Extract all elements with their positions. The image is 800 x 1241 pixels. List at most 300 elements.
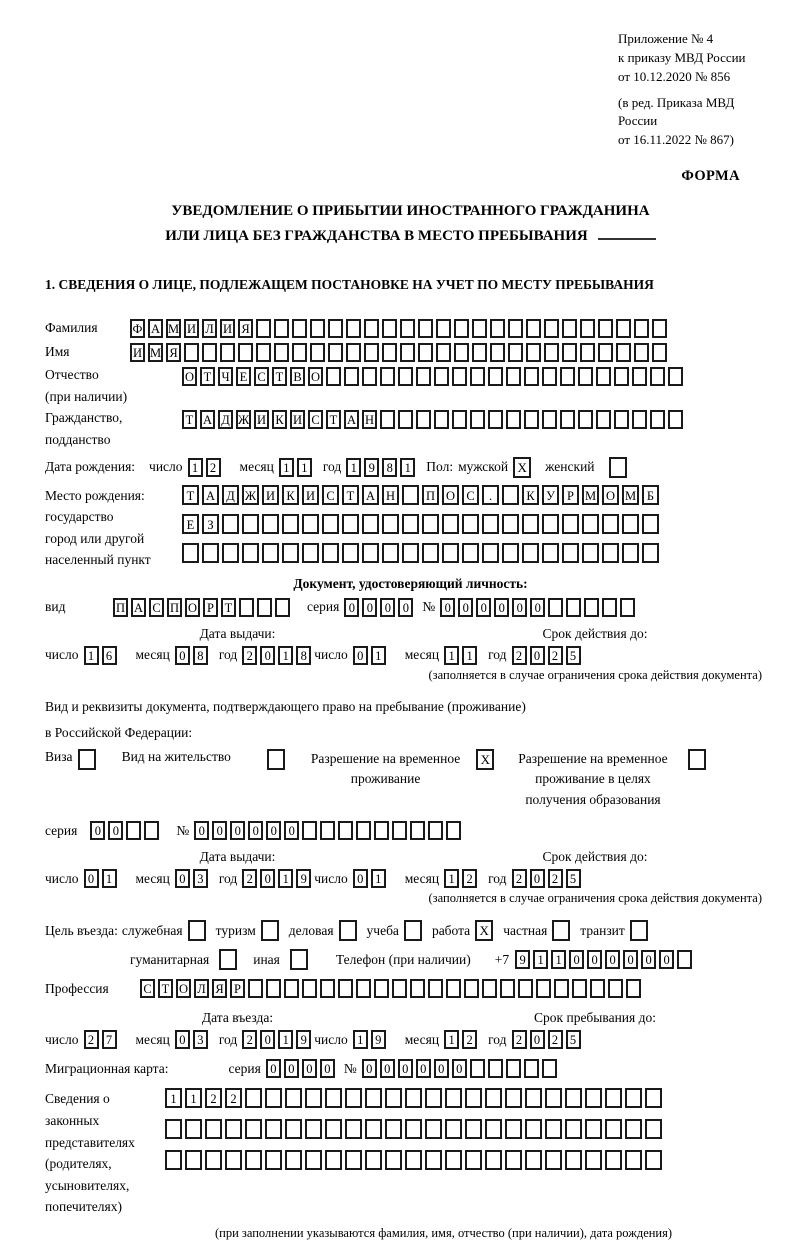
char-box[interactable] [565, 1150, 582, 1170]
char-box[interactable] [620, 598, 635, 617]
char-box[interactable]: 9 [296, 869, 311, 888]
char-box[interactable] [490, 343, 505, 362]
char-box[interactable] [585, 1088, 602, 1108]
char-box[interactable] [545, 1088, 562, 1108]
char-box[interactable]: 2 [512, 869, 527, 888]
char-box[interactable] [545, 1150, 562, 1170]
char-box[interactable] [562, 543, 579, 563]
char-box[interactable]: 5 [566, 1030, 581, 1049]
char-box[interactable]: Ф [130, 319, 145, 338]
char-box[interactable]: П [422, 485, 439, 505]
char-box[interactable]: И [290, 410, 305, 429]
char-box[interactable] [422, 514, 439, 534]
char-box[interactable]: 0 [320, 1059, 335, 1078]
char-box[interactable] [452, 367, 467, 386]
char-box[interactable] [382, 543, 399, 563]
char-box[interactable] [472, 319, 487, 338]
char-box[interactable] [338, 821, 353, 840]
char-box[interactable]: Ж [242, 485, 259, 505]
char-box[interactable] [292, 343, 307, 362]
char-box[interactable]: 0 [175, 646, 190, 665]
char-box[interactable] [585, 1150, 602, 1170]
char-box[interactable] [220, 343, 235, 362]
char-box[interactable]: 0 [230, 821, 245, 840]
char-box[interactable]: 1 [279, 458, 294, 477]
char-box[interactable] [402, 514, 419, 534]
char-box[interactable]: А [200, 410, 215, 429]
char-box[interactable]: О [185, 598, 200, 617]
char-box[interactable]: Т [221, 598, 236, 617]
char-box[interactable]: А [362, 485, 379, 505]
char-box[interactable] [598, 319, 613, 338]
char-box[interactable]: 0 [194, 821, 209, 840]
char-box[interactable]: С [462, 485, 479, 505]
char-box[interactable]: К [272, 410, 287, 429]
char-box[interactable] [285, 1088, 302, 1108]
char-box[interactable]: 2 [512, 1030, 527, 1049]
char-box[interactable] [524, 410, 539, 429]
char-box[interactable]: 0 [530, 598, 545, 617]
char-box[interactable] [325, 1119, 342, 1139]
char-box[interactable]: И [302, 485, 319, 505]
char-box[interactable]: 0 [248, 821, 263, 840]
char-box[interactable]: 0 [380, 598, 395, 617]
char-box[interactable] [508, 319, 523, 338]
char-box[interactable] [265, 1119, 282, 1139]
purpose-other-checkbox[interactable] [290, 949, 308, 970]
char-box[interactable] [652, 343, 667, 362]
char-box[interactable] [525, 1119, 542, 1139]
char-box[interactable] [365, 1088, 382, 1108]
char-box[interactable] [502, 485, 519, 505]
char-box[interactable] [650, 410, 665, 429]
sex-male-checkbox[interactable]: X [513, 457, 531, 478]
char-box[interactable]: 0 [266, 821, 281, 840]
char-box[interactable] [205, 1150, 222, 1170]
char-box[interactable] [434, 410, 449, 429]
char-box[interactable]: Т [182, 410, 197, 429]
char-box[interactable]: 0 [212, 821, 227, 840]
char-box[interactable]: 1 [84, 646, 99, 665]
char-box[interactable] [242, 514, 259, 534]
char-box[interactable]: С [254, 367, 269, 386]
char-box[interactable] [536, 979, 551, 998]
char-box[interactable]: 0 [659, 950, 674, 969]
char-box[interactable]: 2 [242, 1030, 257, 1049]
char-box[interactable] [488, 410, 503, 429]
char-box[interactable]: 0 [260, 869, 275, 888]
char-box[interactable]: Т [326, 410, 341, 429]
char-box[interactable]: 8 [296, 646, 311, 665]
char-box[interactable] [578, 410, 593, 429]
char-box[interactable] [482, 543, 499, 563]
temp-residence-edu-checkbox[interactable] [688, 749, 706, 770]
char-box[interactable] [320, 979, 335, 998]
char-box[interactable] [485, 1150, 502, 1170]
char-box[interactable]: 1 [371, 646, 386, 665]
char-box[interactable]: 2 [84, 1030, 99, 1049]
char-box[interactable]: 0 [623, 950, 638, 969]
char-box[interactable]: 1 [462, 646, 477, 665]
char-box[interactable]: 1 [278, 646, 293, 665]
char-box[interactable] [398, 367, 413, 386]
char-box[interactable] [542, 1059, 557, 1078]
purpose-private-checkbox[interactable] [552, 920, 570, 941]
char-box[interactable] [222, 543, 239, 563]
temp-residence-checkbox[interactable]: X [476, 749, 494, 770]
char-box[interactable] [292, 319, 307, 338]
char-box[interactable]: М [582, 485, 599, 505]
char-box[interactable] [462, 543, 479, 563]
char-box[interactable] [184, 343, 199, 362]
char-box[interactable]: 1 [371, 869, 386, 888]
char-box[interactable] [245, 1150, 262, 1170]
char-box[interactable]: К [282, 485, 299, 505]
char-box[interactable] [445, 1088, 462, 1108]
char-box[interactable] [400, 343, 415, 362]
char-box[interactable] [454, 319, 469, 338]
purpose-work-checkbox[interactable]: X [475, 920, 493, 941]
char-box[interactable]: 2 [225, 1088, 242, 1108]
char-box[interactable]: 0 [530, 1030, 545, 1049]
sex-female-checkbox[interactable] [609, 457, 627, 478]
char-box[interactable] [344, 367, 359, 386]
char-box[interactable] [262, 514, 279, 534]
char-box[interactable] [470, 1059, 485, 1078]
char-box[interactable] [374, 821, 389, 840]
char-box[interactable]: 5 [566, 869, 581, 888]
char-box[interactable] [506, 367, 521, 386]
char-box[interactable] [582, 514, 599, 534]
char-box[interactable]: 0 [84, 869, 99, 888]
char-box[interactable] [266, 979, 281, 998]
char-box[interactable]: Н [362, 410, 377, 429]
char-box[interactable] [302, 979, 317, 998]
char-box[interactable]: Т [200, 367, 215, 386]
char-box[interactable]: 1 [165, 1088, 182, 1108]
char-box[interactable]: 0 [353, 646, 368, 665]
char-box[interactable] [526, 343, 541, 362]
char-box[interactable] [625, 1119, 642, 1139]
char-box[interactable]: 1 [278, 869, 293, 888]
char-box[interactable]: 2 [548, 646, 563, 665]
char-box[interactable] [485, 1119, 502, 1139]
char-box[interactable] [524, 1059, 539, 1078]
char-box[interactable]: 1 [444, 1030, 459, 1049]
char-box[interactable] [362, 367, 377, 386]
char-box[interactable] [602, 543, 619, 563]
char-box[interactable]: А [148, 319, 163, 338]
char-box[interactable] [425, 1088, 442, 1108]
char-box[interactable]: В [290, 367, 305, 386]
char-box[interactable] [434, 367, 449, 386]
char-box[interactable] [632, 410, 647, 429]
char-box[interactable]: О [176, 979, 191, 998]
char-box[interactable] [326, 367, 341, 386]
char-box[interactable] [542, 543, 559, 563]
char-box[interactable] [400, 319, 415, 338]
char-box[interactable]: Р [203, 598, 218, 617]
char-box[interactable]: 8 [382, 458, 397, 477]
char-box[interactable] [598, 343, 613, 362]
char-box[interactable] [362, 514, 379, 534]
char-box[interactable]: Л [194, 979, 209, 998]
char-box[interactable] [144, 821, 159, 840]
char-box[interactable] [650, 367, 665, 386]
char-box[interactable]: 1 [102, 869, 117, 888]
char-box[interactable] [436, 343, 451, 362]
char-box[interactable] [602, 598, 617, 617]
char-box[interactable] [625, 1150, 642, 1170]
char-box[interactable] [525, 1150, 542, 1170]
char-box[interactable]: . [482, 485, 499, 505]
char-box[interactable] [464, 979, 479, 998]
char-box[interactable] [446, 821, 461, 840]
char-box[interactable] [542, 514, 559, 534]
char-box[interactable] [436, 319, 451, 338]
char-box[interactable]: 2 [548, 869, 563, 888]
char-box[interactable]: 0 [458, 598, 473, 617]
char-box[interactable]: И [130, 343, 145, 362]
char-box[interactable]: С [140, 979, 155, 998]
char-box[interactable] [502, 514, 519, 534]
char-box[interactable] [385, 1150, 402, 1170]
char-box[interactable]: М [622, 485, 639, 505]
char-box[interactable] [274, 343, 289, 362]
char-box[interactable] [345, 1150, 362, 1170]
char-box[interactable] [405, 1150, 422, 1170]
char-box[interactable]: 0 [362, 598, 377, 617]
char-box[interactable]: 1 [346, 458, 361, 477]
char-box[interactable]: И [254, 410, 269, 429]
char-box[interactable] [482, 979, 497, 998]
char-box[interactable]: 2 [242, 646, 257, 665]
char-box[interactable]: 9 [364, 458, 379, 477]
purpose-business-checkbox[interactable] [339, 920, 357, 941]
char-box[interactable] [346, 319, 361, 338]
char-box[interactable] [302, 514, 319, 534]
char-box[interactable]: О [442, 485, 459, 505]
char-box[interactable] [256, 319, 271, 338]
char-box[interactable] [522, 514, 539, 534]
char-box[interactable] [482, 514, 499, 534]
char-box[interactable] [580, 319, 595, 338]
char-box[interactable]: Е [236, 367, 251, 386]
char-box[interactable] [645, 1119, 662, 1139]
purpose-humanitarian-checkbox[interactable] [219, 949, 237, 970]
char-box[interactable] [428, 821, 443, 840]
char-box[interactable] [616, 319, 631, 338]
char-box[interactable] [392, 979, 407, 998]
char-box[interactable] [322, 543, 339, 563]
char-box[interactable] [622, 514, 639, 534]
char-box[interactable] [632, 367, 647, 386]
char-box[interactable] [356, 821, 371, 840]
char-box[interactable]: Я [238, 319, 253, 338]
char-box[interactable]: 2 [206, 458, 221, 477]
char-box[interactable] [398, 410, 413, 429]
char-box[interactable]: П [167, 598, 182, 617]
char-box[interactable] [265, 1150, 282, 1170]
char-box[interactable] [425, 1150, 442, 1170]
char-box[interactable] [500, 979, 515, 998]
char-box[interactable] [374, 979, 389, 998]
char-box[interactable] [202, 343, 217, 362]
char-box[interactable] [305, 1119, 322, 1139]
char-box[interactable]: 1 [400, 458, 415, 477]
char-box[interactable] [405, 1119, 422, 1139]
char-box[interactable] [380, 410, 395, 429]
char-box[interactable] [490, 319, 505, 338]
char-box[interactable]: С [308, 410, 323, 429]
char-box[interactable]: О [308, 367, 323, 386]
char-box[interactable] [284, 979, 299, 998]
char-box[interactable] [385, 1088, 402, 1108]
char-box[interactable]: 0 [266, 1059, 281, 1078]
char-box[interactable] [322, 514, 339, 534]
char-box[interactable]: П [113, 598, 128, 617]
char-box[interactable]: 0 [476, 598, 491, 617]
char-box[interactable] [410, 821, 425, 840]
char-box[interactable]: 0 [530, 869, 545, 888]
char-box[interactable]: А [131, 598, 146, 617]
char-box[interactable] [302, 821, 317, 840]
char-box[interactable]: 0 [398, 1059, 413, 1078]
char-box[interactable] [342, 543, 359, 563]
char-box[interactable] [328, 319, 343, 338]
char-box[interactable] [446, 979, 461, 998]
char-box[interactable] [522, 543, 539, 563]
char-box[interactable]: 2 [205, 1088, 222, 1108]
char-box[interactable]: Н [382, 485, 399, 505]
char-box[interactable] [584, 598, 599, 617]
char-box[interactable] [614, 367, 629, 386]
char-box[interactable]: 9 [515, 950, 530, 969]
char-box[interactable] [605, 1088, 622, 1108]
char-box[interactable] [445, 1150, 462, 1170]
residence-permit-checkbox[interactable] [267, 749, 285, 770]
char-box[interactable] [562, 343, 577, 362]
char-box[interactable] [365, 1119, 382, 1139]
char-box[interactable]: 0 [569, 950, 584, 969]
char-box[interactable]: 0 [452, 1059, 467, 1078]
char-box[interactable] [506, 1059, 521, 1078]
char-box[interactable]: 9 [296, 1030, 311, 1049]
char-box[interactable] [238, 343, 253, 362]
char-box[interactable]: 2 [462, 1030, 477, 1049]
char-box[interactable]: 1 [188, 458, 203, 477]
char-box[interactable] [505, 1119, 522, 1139]
char-box[interactable] [165, 1150, 182, 1170]
char-box[interactable]: 0 [344, 598, 359, 617]
char-box[interactable] [506, 410, 521, 429]
char-box[interactable] [505, 1150, 522, 1170]
char-box[interactable]: 0 [416, 1059, 431, 1078]
char-box[interactable] [508, 343, 523, 362]
char-box[interactable] [380, 367, 395, 386]
char-box[interactable]: 2 [462, 869, 477, 888]
char-box[interactable] [257, 598, 272, 617]
char-box[interactable] [622, 543, 639, 563]
char-box[interactable] [442, 543, 459, 563]
char-box[interactable] [425, 1119, 442, 1139]
char-box[interactable]: Т [182, 485, 199, 505]
char-box[interactable]: 0 [494, 598, 509, 617]
char-box[interactable]: 2 [512, 646, 527, 665]
char-box[interactable] [245, 1088, 262, 1108]
char-box[interactable]: 0 [440, 598, 455, 617]
char-box[interactable] [338, 979, 353, 998]
char-box[interactable] [392, 821, 407, 840]
char-box[interactable] [382, 343, 397, 362]
char-box[interactable] [346, 343, 361, 362]
visa-checkbox[interactable] [78, 749, 96, 770]
char-box[interactable] [578, 367, 593, 386]
char-box[interactable] [418, 319, 433, 338]
char-box[interactable]: М [148, 343, 163, 362]
char-box[interactable]: Ч [218, 367, 233, 386]
char-box[interactable] [402, 485, 419, 505]
char-box[interactable]: Д [218, 410, 233, 429]
char-box[interactable] [185, 1119, 202, 1139]
char-box[interactable] [488, 367, 503, 386]
char-box[interactable] [562, 514, 579, 534]
char-box[interactable] [452, 410, 467, 429]
char-box[interactable] [385, 1119, 402, 1139]
purpose-tourism-checkbox[interactable] [261, 920, 279, 941]
char-box[interactable]: 0 [512, 598, 527, 617]
char-box[interactable] [472, 343, 487, 362]
char-box[interactable] [462, 514, 479, 534]
char-box[interactable] [470, 410, 485, 429]
char-box[interactable] [356, 979, 371, 998]
char-box[interactable] [645, 1150, 662, 1170]
char-box[interactable] [265, 1088, 282, 1108]
char-box[interactable]: 1 [444, 869, 459, 888]
char-box[interactable] [282, 514, 299, 534]
char-box[interactable] [560, 367, 575, 386]
char-box[interactable] [485, 1088, 502, 1108]
char-box[interactable] [302, 543, 319, 563]
char-box[interactable]: Ж [236, 410, 251, 429]
char-box[interactable] [518, 979, 533, 998]
char-box[interactable] [560, 410, 575, 429]
char-box[interactable]: М [166, 319, 181, 338]
char-box[interactable] [165, 1119, 182, 1139]
char-box[interactable] [239, 598, 254, 617]
char-box[interactable] [310, 343, 325, 362]
char-box[interactable]: Т [272, 367, 287, 386]
char-box[interactable] [328, 343, 343, 362]
char-box[interactable]: 1 [297, 458, 312, 477]
char-box[interactable] [616, 343, 631, 362]
char-box[interactable]: 0 [260, 646, 275, 665]
purpose-study-checkbox[interactable] [404, 920, 422, 941]
char-box[interactable]: 0 [108, 821, 123, 840]
char-box[interactable]: 0 [175, 1030, 190, 1049]
char-box[interactable] [677, 950, 692, 969]
char-box[interactable] [285, 1119, 302, 1139]
char-box[interactable] [305, 1088, 322, 1108]
char-box[interactable] [320, 821, 335, 840]
char-box[interactable]: Р [562, 485, 579, 505]
char-box[interactable] [202, 543, 219, 563]
char-box[interactable] [566, 598, 581, 617]
char-box[interactable]: 0 [434, 1059, 449, 1078]
char-box[interactable] [465, 1150, 482, 1170]
char-box[interactable] [305, 1150, 322, 1170]
char-box[interactable] [182, 543, 199, 563]
